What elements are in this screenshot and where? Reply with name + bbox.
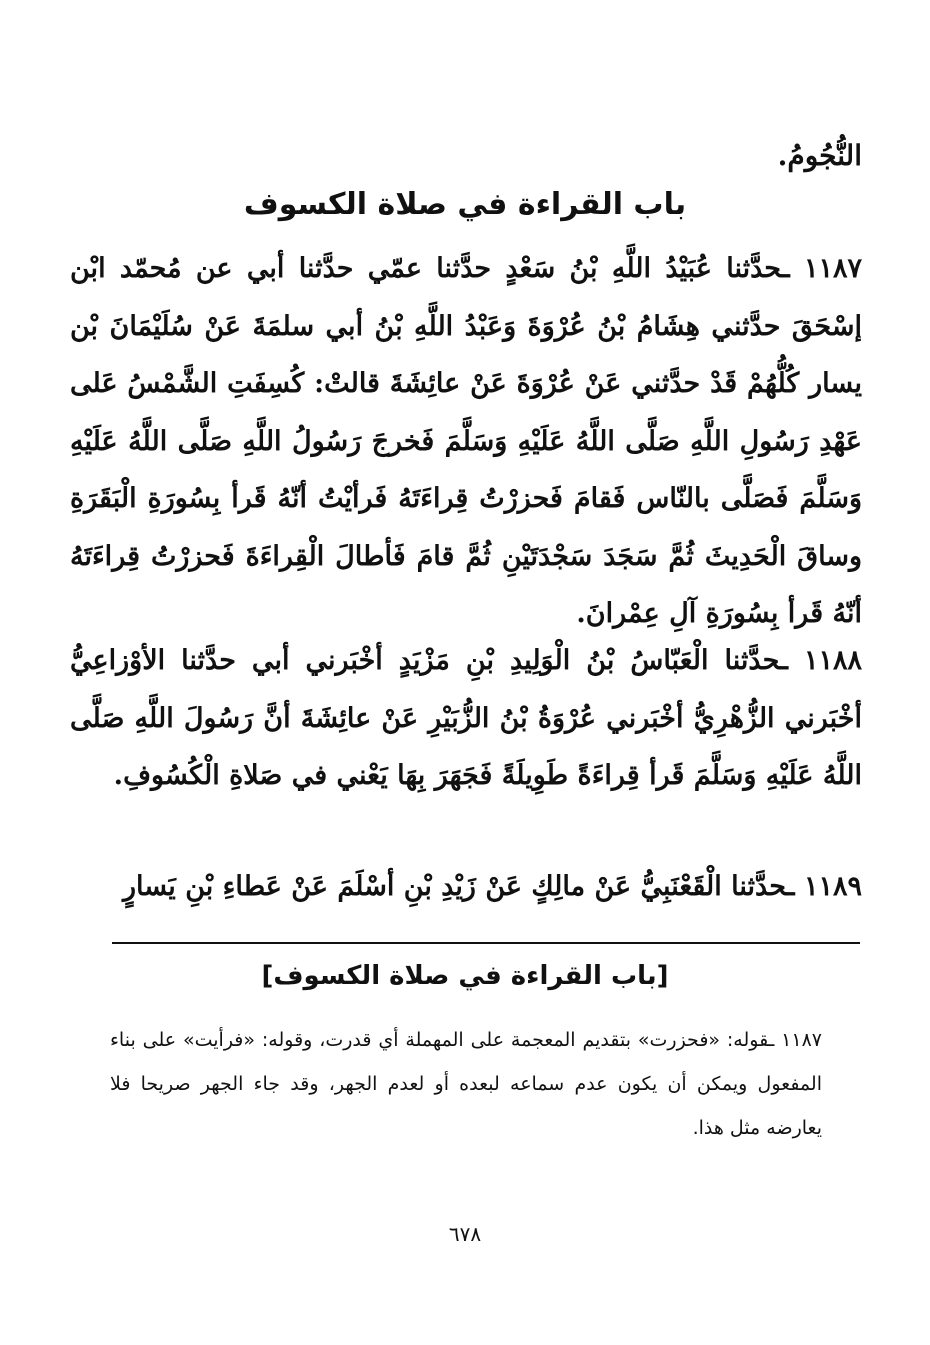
hadith-1187: [70, 240, 862, 643]
footnote-heading: [باب القراءة في صلاة الكسوف]: [261, 961, 669, 991]
hadith-1188: [70, 632, 862, 805]
footnote: [110, 1018, 822, 1150]
footnote-number: ١١٨٧: [781, 1029, 822, 1051]
hadith-text: حدَّثنا عُبَيْدُ اللَّهِ بْنُ سَعْدٍ حدَّثنا عمّي حدَّثنا أبي عن مُحمّد ابْن إسْحَقَ حدَّثني هِشَامُ بْنُ عُرْوَةَ وَعَبْدُ اللَّهِ بْنُ أبي سلمَةَ عَنْ سُلَيْمَانَ بْن يسار كُلُّهُمْ قَدْ حدَّثني عَنْ عُرْوَةَ عَنْ عائِشَةَ قالتْ: كُسِفَتِ الشَّمْسُ عَلى عَهْدِ رَسُولِ اللَّهِ صَلَّى اللَّهُ عَلَيْهِ وَسَلَّمَ فَخرجَ رَسُولُ اللَّهِ صَلَّى اللَّهُ عَلَيْهِ وَسَلَّمَ فَصَلَّى بالنّاس فَقامَ فَحزرْتُ قِراءَتَهُ فَرأيْتُ أنّهُ قَرأ بِسُورَةِ الْبَقَرَةِ وساقَ الْحَدِيثَ ثُمَّ سَجَدَ سَجْدَتَيْنِ ثُمَّ قامَ فَأطالَ الْقِراءَةَ فَحزرْتُ قِراءَتَهُ أنّهُ قَرأ بِسُورَةِ آلِ عِمْرانَ.: [70, 253, 862, 629]
section-heading: باب القراءة في صلاة الكسوف: [243, 187, 687, 222]
footnote-dash: ـ: [768, 1029, 782, 1051]
hadith-dash: ـ: [780, 645, 788, 676]
hadith-number: ١١٨٩: [803, 871, 862, 902]
footnote-text: قوله: «فحزرت» بتقديم المعجمة على المهملة أي قدرت، وقوله: «فرأيت» على بناء المفعول ويمكن أن يكون عدم سماعه لبعده أو لعدم الجهر، وقد جاء الجهر صريحا فلا يعارضه مثل هذا.: [110, 1029, 822, 1139]
hadith-number: ١١٨٨: [803, 645, 862, 676]
hadith-text: حدَّثنا الْقَعْنَبِيُّ عَنْ مالِكٍ عَنْ زَيْدِ بْنِ أسْلَمَ عَنْ عَطاءِ بْنِ يَسارٍ: [122, 871, 787, 902]
page-number: ٦٧٨: [448, 1222, 482, 1246]
hadith-dash: ـ: [781, 253, 790, 284]
carry-over-text: النُّجُومُ.: [777, 139, 862, 172]
hadith-text: حدَّثنا الْعَبّاسُ بْنُ الْوَلِيدِ بْنِ مَزْيَدٍ أخْبَرني أبي حدَّثنا الأوْزاعِيُّ أخْبَرني الزُّهْرِيُّ أخْبَرني عُرْوَةُ بْنُ الزُّبَيْرِ عَنْ عائِشَةَ أنَّ رَسُولَ اللَّهِ صَلَّى اللَّهُ عَلَيْهِ وَسَلَّمَ قَرأ قِراءَةً طَوِيلَةً فَجَهَرَ بِهَا يَعْني في صَلاةِ الْكُسُوفِ.: [70, 645, 862, 791]
footnote-divider: [112, 942, 860, 944]
hadith-1189: [70, 858, 862, 916]
hadith-number: ١١٨٧: [803, 253, 862, 284]
hadith-dash: ـ: [786, 871, 795, 902]
